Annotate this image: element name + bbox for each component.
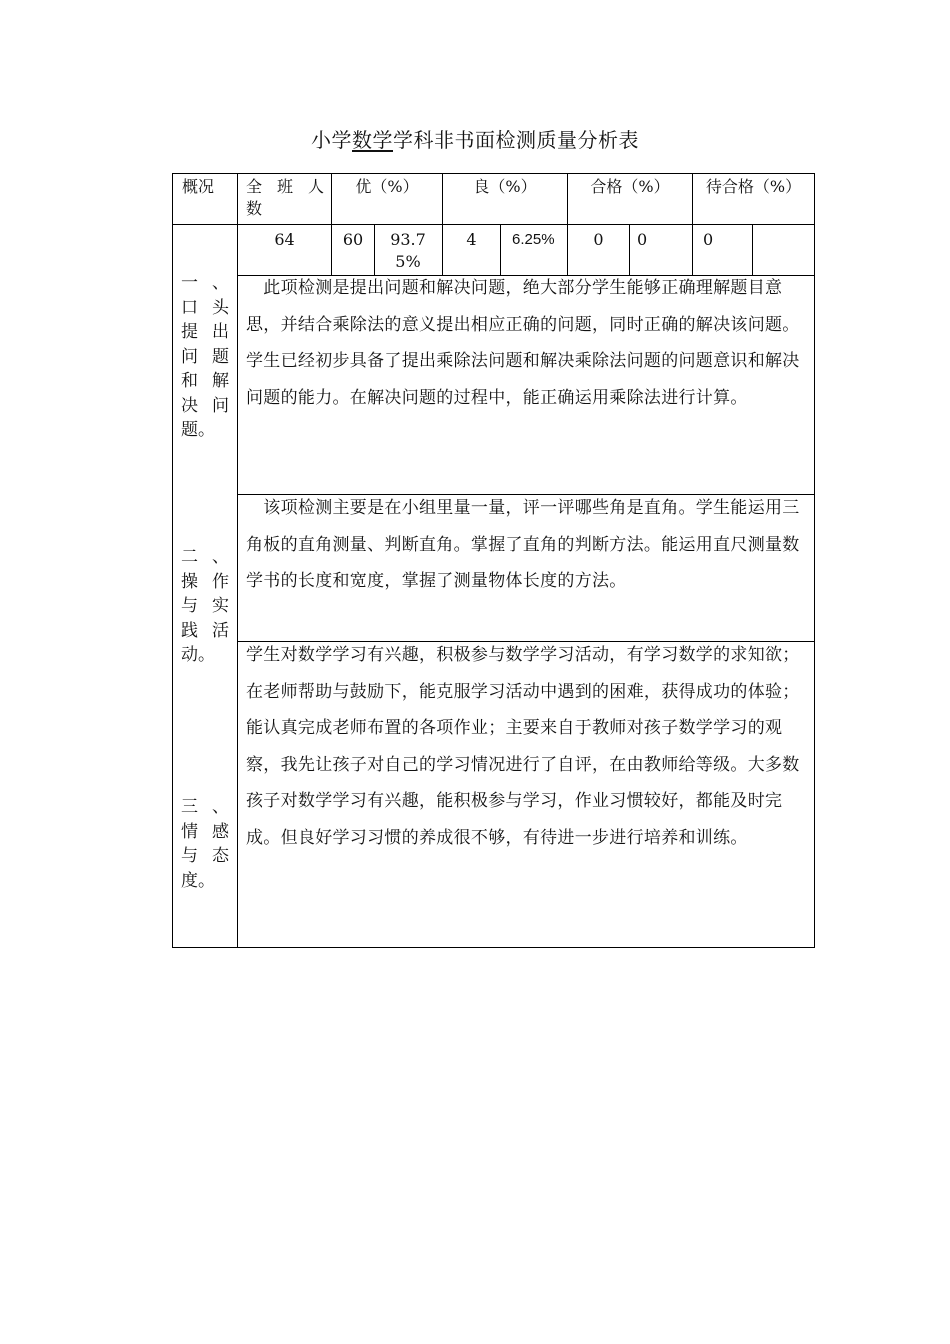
header-needs-pass: 待合格（%） <box>705 177 802 196</box>
section-2-label: 二 、 操 作 与 实 践 活 动。 <box>181 547 229 665</box>
title-suffix: 学科非书面检测质量分析表 <box>393 128 639 152</box>
value-good-count: 4 <box>466 230 477 249</box>
header-class-count: 全 班 人 数 <box>246 177 326 218</box>
value-class-count: 64 <box>274 230 295 249</box>
value-excellent-percent: 93.75% <box>390 230 426 271</box>
section-1-text: 此项检测是提出问题和解决问题，绝大部分学生能够正确理解题目意思，并结合乘除法的意义提出相应正确的问题，同时正确的解决该问题。学生已经初步具备了提出乘除法问题和解决乘除法问题的问题意识和解决问题的能力。在解决问题的过程中，能正确运用乘除法进行计算。 <box>246 278 800 408</box>
value-excellent-count: 60 <box>342 230 364 249</box>
title-subject: 数学 <box>352 128 393 152</box>
header-pass: 合格（%） <box>590 177 670 196</box>
header-overview: 概况 <box>182 177 215 196</box>
value-pass-percent: 0 <box>637 230 648 249</box>
value-pass-count: 0 <box>593 230 604 249</box>
header-excellent: 优（%） <box>355 177 419 196</box>
title-prefix: 小学 <box>311 128 352 152</box>
value-needs-pass-count: 0 <box>703 230 714 249</box>
section-1-label: 一 、 口 头 提 出 问 题 和 解 决 问 题。 <box>181 273 229 440</box>
section-2-text: 该项检测主要是在小组里量一量，评一评哪些角是直角。学生能运用三角板的直角测量、判断直角。掌握了直角的判断方法。能运用直尺测量数学书的长度和宽度，掌握了测量物体长度的方法。 <box>246 498 800 591</box>
page-title <box>0 124 950 153</box>
header-good: 良（%） <box>473 177 537 196</box>
value-good-percent: 6.25% <box>512 231 555 248</box>
section-3-text: 学生对数学学习有兴趣，积极参与数学学习活动，有学习数学的求知欲；在老师帮助与鼓励下，能克服学习活动中遇到的困难，获得成功的体验；能认真完成老师布置的各项作业；主要来自于教师对孩子数学学习的观察，我先让孩子对自己的学习情况进行了自评，在由教师给等级。大多数孩子对数学学习有兴趣，能积极参与学习，作业习惯较好，都能及时完成。但良好学习习惯的养成很不够，有待进一步进行培养和训练。 <box>246 645 800 848</box>
section-3-label: 三 、 情 感 与 态 度。 <box>181 797 229 891</box>
